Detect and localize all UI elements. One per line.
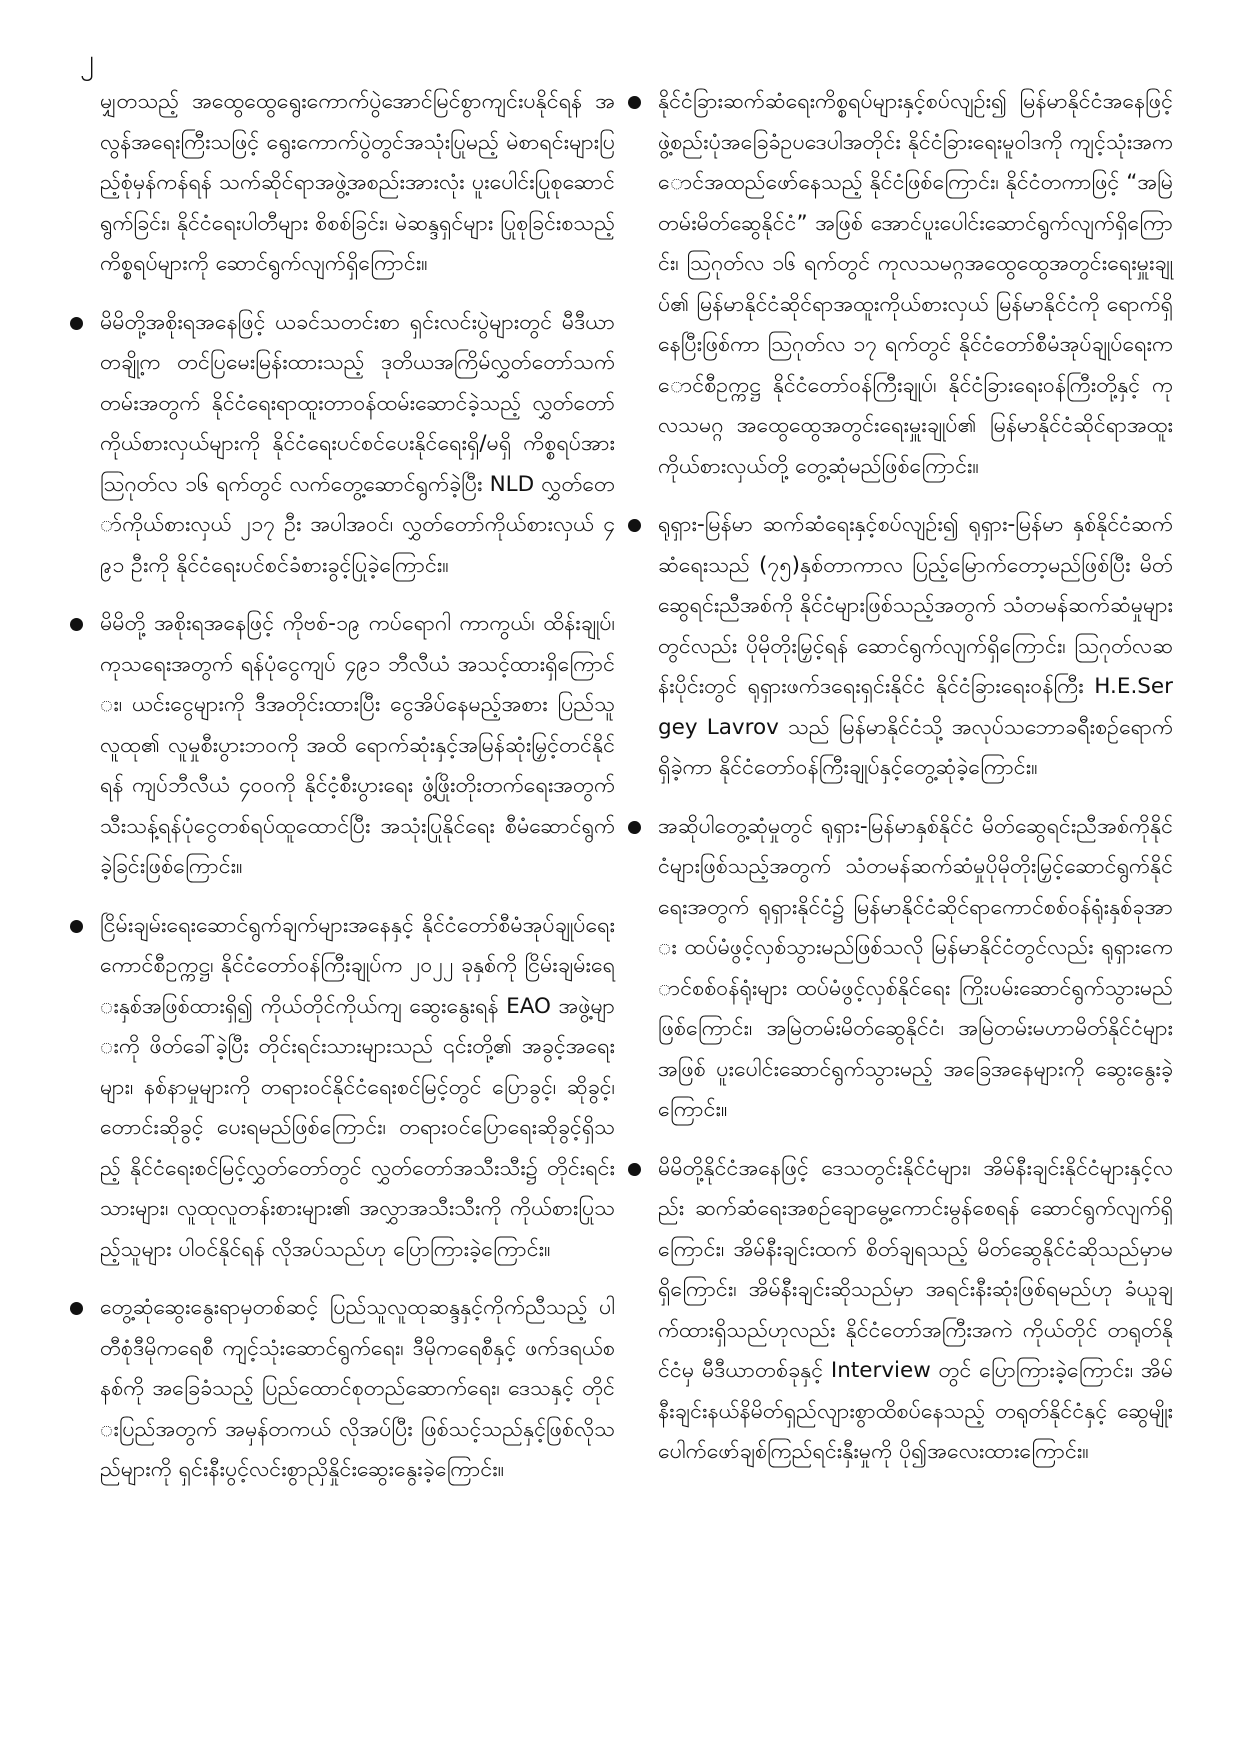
page-number: ၂ bbox=[80, 43, 94, 76]
bullet-icon bbox=[70, 920, 83, 933]
paragraph-text: မိမိတို့နိုင်ငံအနေဖြင့် ဒေသတွင်းနိုင်ငံများ၊ အိမ်နီးချင်းနိုင်ငံများနှင့်လည်း ဆက်ဆံရေးအစဉ်ချောမွေ့ကောင်းမွန်စေရန် ဆောင်ရွက်လျက်ရှိကြောင်း၊ အိမ်နီးချင်းထက် စိတ်ချရသည့် မိတ်ဆွေနိုင်ငံဆိုသည်မှာမရှိကြောင်း၊ အိမ်နီးချင်းဆိုသည်မှာ အရင်းနီးဆုံးဖြစ်ရမည်ဟု ခံယူချက်ထားရှိသည်ဟုလည်း နိုင်ငံတော်အကြီးအကဲ ကိုယ်တိုင် တရုတ်နိုင်ငံမှ မီဒီယာတစ်ခုနှင့် Interview တွင် ပြောကြားခဲ့ကြောင်း၊ အိမ်နီးချင်းနယ်နိမိတ်ရှည်လျားစွာထိစပ်နေသည့် တရုတ်နိုင်ငံနှင့် ဆွေမျိုးပေါက်ဖော်ချစ်ကြည်ရင်းနှီးမှုကို ပို၍အလေးထားကြောင်း။ bbox=[658, 1155, 1173, 1464]
bullet-paragraph bbox=[628, 807, 1173, 1131]
paragraph-text: နိုင်ငံခြားဆက်ဆံရေးကိစ္စရပ်များနှင့်စပ်လျဉ်း၍ မြန်မာနိုင်ငံအနေဖြင့် ဖွဲ့စည်းပုံအခြေခံဥပဒေပါအတိုင်း နိုင်ငံခြားရေးမူဝါဒကို ကျင့်သုံးအကောင်အထည်ဖော်နေသည့် နိုင်ငံဖြစ်ကြောင်း၊ နိုင်ငံတကာဖြင့် “အမြဲတမ်းမိတ်ဆွေနိုင်ငံ” အဖြစ် အောင်ပူးပေါင်းဆောင်ရွက်လျက်ရှိကြောင်း၊ ဩဂုတ်လ ၁၆ ရက်တွင် ကုလသမဂ္ဂအထွေထွေအတွင်းရေးမှူးချုပ်၏ မြန်မာနိုင်ငံဆိုင်ရာအထူးကိုယ်စားလှယ် မြန်မာနိုင်ငံကို ရောက်ရှိနေပြီးဖြစ်ကာ ဩဂုတ်လ ၁၇ ရက်တွင် နိုင်ငံတော်စီမံအုပ်ချုပ်ရေးကောင်စီဥက္ကဋ္ဌ နိုင်ငံတော်ဝန်ကြီးချုပ်၊ နိုင်ငံခြားရေးဝန်ကြီးတို့နှင့် ကုလသမဂ္ဂ အထွေထွေအတွင်းရေးမှူးချုပ်၏ မြန်မာနိုင်ငံဆိုင်ရာအထူးကိုယ်စားလှယ်တို့ တွေ့ဆုံမည်ဖြစ်ကြောင်း။ bbox=[658, 89, 1173, 479]
bullet-icon bbox=[70, 618, 83, 631]
bullet-paragraph bbox=[628, 505, 1173, 789]
bullet-icon bbox=[628, 96, 641, 109]
paragraph-text: အဆိုပါတွေ့ဆုံမှုတွင် ရုရှား-မြန်မာနှစ်နိုင်ငံ မိတ်ဆွေရင်းညီအစ်ကိုနိုင်ငံများဖြစ်သည့်အတွက် သံတမန်ဆက်ဆံမှုပိုမိုတိုးမြှင့်ဆောင်ရွက်နိုင်ရေးအတွက် ရုရှားနိုင်ငံ၌ မြန်မာနိုင်ငံဆိုင်ရာကောင်စစ်ဝန်ရုံးနှစ်ခုအား ထပ်မံဖွင့်လှစ်သွားမည်ဖြစ်သလို မြန်မာနိုင်ငံတွင်လည်း ရုရှားကောင်စစ်ဝန်ရုံးများ ထပ်မံဖွင့်လှစ်နိုင်ရေး ကြိုးပမ်းဆောင်ရွက်သွားမည်ဖြစ်ကြောင်း၊ အမြဲတမ်းမိတ်ဆွေနိုင်ငံ၊ အမြဲတမ်းမဟာမိတ်နိုင်ငံများအဖြစ် ပူးပေါင်းဆောင်ရွက်သွားမည့် အခြေအနေများကို ဆွေးနွေးခဲ့ကြောင်း။ bbox=[658, 813, 1173, 1122]
bullet-paragraph bbox=[70, 906, 615, 1271]
paragraph-text: မိမိတို့ အစိုးရအနေဖြင့် ကိုဗစ်-၁၉ ကပ်ရောဂါ ကာကွယ်၊ ထိန်းချုပ်၊ ကုသရေးအတွက် ရန်ပုံငွေကျပ် ၄၉၁ ဘီလီယံ အသင့်ထားရှိကြောင်း၊ ယင်းငွေများကို ဒီအတိုင်းထားပြီး ငွေအိပ်နေမည့်အစား ပြည်သူလူထု၏ လူမှုစီးပွားဘဝကို အထိ ရောက်ဆုံးနှင့်အမြန်ဆုံးမြှင့်တင်နိုင်ရန် ကျပ်ဘီလီယံ ၄၀၀ကို နိုင်ငံ့စီးပွားရေး ဖွံ့ဖြိုးတိုးတက်ရေးအတွက် သီးသန့်ရန်ပုံငွေတစ်ရပ်ထူထောင်ပြီး အသုံးပြုနိုင်ရေး စီမံဆောင်ရွက်ခဲ့ခြင်းဖြစ်ကြောင်း။ bbox=[100, 611, 615, 879]
paragraph-text: ရုရှား-မြန်မာ ဆက်ဆံရေးနှင့်စပ်လျဉ်း၍ ရုရှား-မြန်မာ နှစ်နိုင်ငံဆက်ဆံရေးသည် (၇၅)နှစ်တာကာလ ပြည့်မြောက်တော့မည်ဖြစ်ပြီး မိတ်ဆွေရင်းညီအစ်ကို နိုင်ငံများဖြစ်သည့်အတွက် သံတမန်ဆက်ဆံမှုများတွင်လည်း ပိုမိုတိုးမြှင့်ရန် ဆောင်ရွက်လျက်ရှိကြောင်း၊ ဩဂုတ်လဆန်းပိုင်းတွင် ရုရှားဖက်ဒရေးရှင်းနိုင်ငံ နိုင်ငံခြားရေးဝန်ကြီး H.E.Sergey Lavrov သည် မြန်မာနိုင်ငံသို့ အလုပ်သဘောခရီးစဉ်ရောက်ရှိခဲ့ကာ နိုင်ငံတော်ဝန်ကြီးချုပ်နှင့်တွေ့ဆုံခဲ့ကြောင်း။ bbox=[658, 512, 1173, 780]
bullet-paragraph bbox=[70, 604, 615, 888]
right-column bbox=[628, 82, 1173, 1491]
paragraph-text: မျှတသည့် အထွေထွေရွေးကောက်ပွဲအောင်မြင်စွာကျင်းပနိုင်ရန် အလွန်အရေးကြီးသဖြင့် ရွေးကောက်ပွဲတွင်အသုံးပြုမည့် မဲစာရင်းများပြည့်စုံမှန်ကန်ရန် သက်ဆိုင်ရာအဖွဲ့အစည်းအားလုံး ပူးပေါင်းပြုစုဆောင်ရွက်ခြင်း၊ နိုင်ငံရေးပါတီများ စိစစ်ခြင်း၊ မဲဆန္ဒရှင်များ ပြုစုခြင်းစသည့်ကိစ္စရပ်များကို ဆောင်ရွက်လျက်ရှိကြောင်း။ bbox=[100, 89, 615, 276]
bullet-paragraph bbox=[628, 1149, 1173, 1473]
bullet-icon bbox=[628, 1163, 641, 1176]
paragraph-text: တွေ့ဆုံဆွေးနွေးရာမှတစ်ဆင့် ပြည်သူလူထုဆန္ဒနှင့်ကိုက်ညီသည့် ပါတီစုံဒီမိုကရေစီ ကျင့်သုံးဆောင်ရွက်ရေး၊ ဒီမိုကရေစီနှင့် ဖက်ဒရယ်စနစ်ကို အခြေခံသည့် ပြည်ထောင်စုတည်ဆောက်ရေး၊ ဒေသနှင့် တိုင်းပြည်အတွက် အမှန်တကယ် လိုအပ်ပြီး ဖြစ်သင့်သည်နှင့်ဖြစ်လိုသည်များကို ရှင်းနီးပွင့်လင်းစွာညှိနှိုင်းဆွေးနွေးခဲ့ကြောင်း။ bbox=[100, 1295, 615, 1482]
bullet-paragraph bbox=[628, 82, 1173, 487]
continued-paragraph bbox=[70, 82, 615, 285]
bullet-paragraph bbox=[70, 1288, 615, 1491]
bullet-icon bbox=[628, 519, 641, 532]
bullet-icon bbox=[70, 1302, 83, 1315]
bullet-icon bbox=[70, 317, 83, 330]
paragraph-text: ငြိမ်းချမ်းရေးဆောင်ရွက်ချက်များအနေနှင့် နိုင်ငံတော်စီမံအုပ်ချုပ်ရေးကောင်စီဥက္ကဋ္ဌ၊ နိုင်ငံတော်ဝန်ကြီးချုပ်က ၂၀၂၂ ခုနှစ်ကို ငြိမ်းချမ်းရေးနှစ်အဖြစ်ထားရှိ၍ ကိုယ်တိုင်ကိုယ်ကျ ဆွေးနွေးရန် EAO အဖွဲ့များကို ဖိတ်ခေါ်ခဲ့ပြီး တိုင်းရင်းသားများသည် ၎င်းတို့၏ အခွင့်အရေးများ၊ နစ်နာမှုများကို တရားဝင်နိုင်ငံရေးစင်မြင့်တွင် ပြောခွင့်၊ ဆိုခွင့်၊ တောင်းဆိုခွင့် ပေးရမည်ဖြစ်ကြောင်း၊ တရားဝင်ပြောရေးဆိုခွင့်ရှိသည့် နိုင်ငံရေးစင်မြင့်လွှတ်တော်တွင် လွှတ်တော်အသီးသီး၌ တိုင်းရင်းသားများ၊ လူထုလူတန်းစားများ၏ အလွှာအသီးသီးကို ကိုယ်စားပြုသည့်သူများ ပါဝင်နိုင်ရန် လိုအပ်သည်ဟု ပြောကြားခဲ့ကြောင်း။ bbox=[100, 912, 615, 1262]
paragraph-text: မိမိတို့အစိုးရအနေဖြင့် ယခင်သတင်းစာ ရှင်းလင်းပွဲများတွင် မီဒီယာတချို့က တင်ပြမေးမြန်းထားသည့် ဒုတိယအကြိမ်လွှတ်တော်သက်တမ်းအတွက် နိုင်ငံရေးရာထူးတာဝန်ထမ်းဆောင်ခဲ့သည့် လွှတ်တော်ကိုယ်စားလှယ်များကို နိုင်ငံရေးပင်စင်ပေးနိုင်ရေးရှိ/မရှိ ကိစ္စရပ်အား ဩဂုတ်လ ၁၆ ရက်တွင် လက်တွေ့ဆောင်ရွက်ခဲ့ပြီး NLD လွှတ်တော်ကိုယ်စားလှယ် ၂၁၇ ဦး အပါအဝင်၊ လွှတ်တော်ကိုယ်စားလှယ် ၄၉၁ ဦးကို နိုင်ငံရေးပင်စင်ခံစားခွင့်ပြုခဲ့ကြောင်း။ bbox=[100, 309, 615, 578]
bullet-icon bbox=[628, 821, 641, 834]
bullet-paragraph bbox=[70, 303, 615, 587]
left-column bbox=[70, 82, 615, 1509]
